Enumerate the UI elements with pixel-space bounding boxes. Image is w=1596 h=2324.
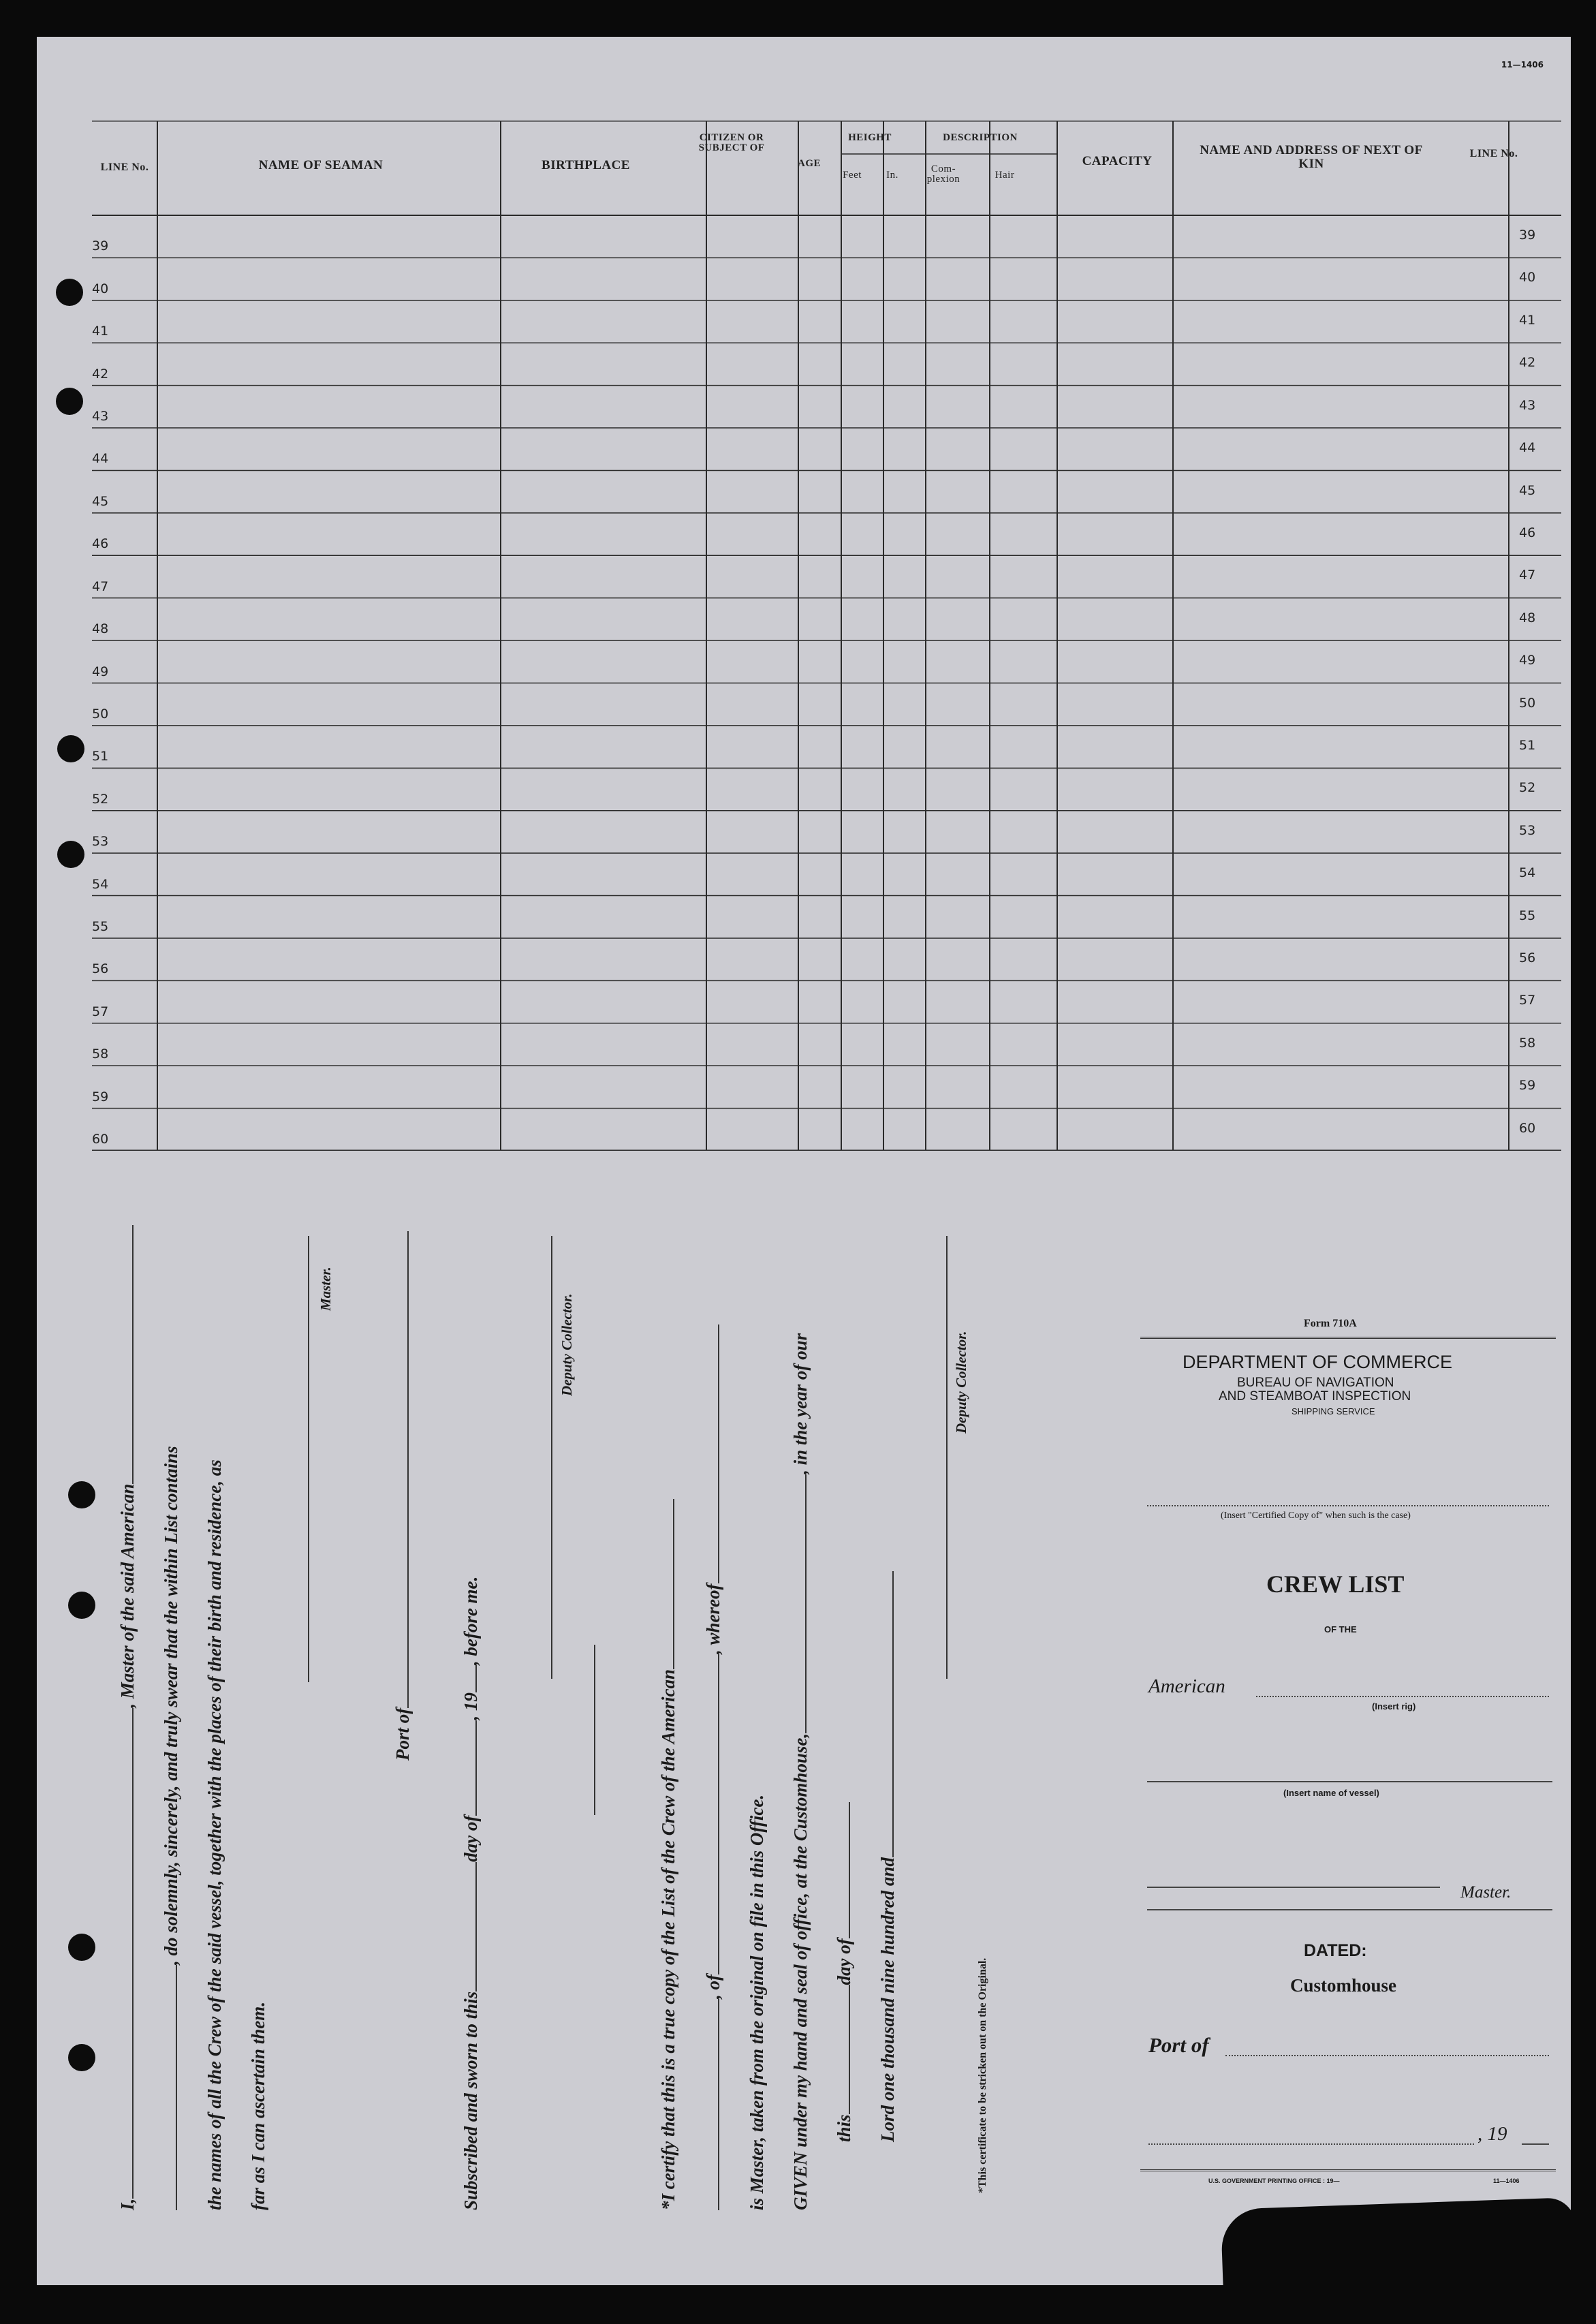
dated-label: DATED: (1304, 1941, 1367, 1960)
header-height: HEIGHT (848, 132, 892, 143)
cert-month-blank[interactable] (849, 1802, 850, 1938)
port-blank[interactable] (407, 1231, 409, 1708)
department-title: DEPARTMENT OF COMMERCE (1183, 1352, 1453, 1372)
form-number-top: 11—1406 (1501, 60, 1544, 69)
oath-line-3: the names of all the Crew of the said vessel, together with the places of their birth and residence, as (204, 1459, 225, 2210)
cert-day-blank[interactable] (849, 1985, 850, 2114)
row-number-right: 47 (1519, 568, 1536, 583)
row-number-right: 54 (1519, 865, 1536, 881)
cert-year-blank[interactable] (892, 1571, 894, 1857)
header-hair: Hair (995, 170, 1015, 181)
punch-hole (56, 388, 83, 415)
cover-date-blank[interactable] (1148, 2143, 1474, 2145)
row-number-right: 49 (1519, 653, 1536, 668)
insert-rig-label: (Insert rig) (1372, 1701, 1416, 1711)
row-number-left: 41 (92, 324, 109, 339)
row-number-right: 58 (1519, 1035, 1536, 1051)
certified-copy-blank[interactable] (1147, 1505, 1549, 1506)
port-of-line: Port of (392, 1231, 413, 1761)
row-number-left: 47 (92, 578, 109, 594)
cover-bottom-rule (1140, 2169, 1556, 2171)
row-number-right: 48 (1519, 610, 1536, 625)
punch-hole (56, 279, 83, 306)
row-number-left: 54 (92, 876, 109, 892)
table-grid (92, 121, 1561, 1151)
deputy-signature-line-1[interactable] (551, 1236, 552, 1679)
row-number-right: 41 (1519, 312, 1536, 328)
document-page (37, 37, 1571, 2285)
insert-vessel-label: (Insert name of vessel) (1283, 1788, 1379, 1798)
cert-customhouse-blank[interactable] (805, 1474, 807, 1733)
cover-year-label: , 19 (1477, 2123, 1507, 2145)
row-number-left: 55 (92, 918, 109, 934)
row-number-left: 59 (92, 1089, 109, 1104)
header-citizen: CITIZEN OR SUBJECT OF (698, 132, 765, 153)
header-description: DESCRIPTION (943, 132, 1018, 143)
service-label: SHIPPING SERVICE (1292, 1406, 1375, 1416)
row-number-left: 52 (92, 791, 109, 807)
certificate-line-2: , of, whereof (703, 1325, 724, 2211)
subscribed-line: Subscribed and sworn to thisday of, 19, before me. (460, 1576, 481, 2210)
row-number-left: 40 (92, 281, 109, 296)
header-complexion: Com- plexion (926, 164, 960, 185)
row-number-right: 39 (1519, 228, 1536, 243)
row-number-left: 46 (92, 536, 109, 552)
punch-hole (57, 735, 84, 762)
certificate-footnote: *This certificate to be stricken out on the Original. (977, 1957, 988, 2193)
rig-blank[interactable] (1256, 1696, 1549, 1697)
row-number-left: 45 (92, 493, 109, 509)
master-signature-line[interactable] (308, 1236, 309, 1682)
master-label: Master. (317, 1267, 334, 1311)
row-number-left: 56 (92, 961, 109, 977)
certificate-line-5: thisday of (834, 1802, 855, 2210)
row-number-left: 49 (92, 664, 109, 679)
row-number-left: 48 (92, 621, 109, 637)
row-number-right: 43 (1519, 397, 1536, 413)
master-blank[interactable] (1147, 1887, 1440, 1888)
header-feet: Feet (843, 170, 862, 181)
punch-hole (68, 1934, 95, 1961)
crew-table (92, 121, 1561, 1151)
oath-line-2: , do solemnly, sincerely, and truly swear that the within List contains (161, 1446, 182, 2210)
certificate-line-3: is Master, taken from the original on file in this Office. (747, 1794, 767, 2210)
cert-port-blank[interactable] (718, 1654, 719, 1974)
oath-line-4: far as I can ascertain them. (248, 2001, 268, 2210)
row-number-right: 51 (1519, 737, 1536, 753)
master-underline (1147, 1909, 1552, 1910)
of-the-label: OF THE (1324, 1624, 1357, 1634)
row-number-right: 52 (1519, 780, 1536, 796)
row-number-right: 45 (1519, 482, 1536, 498)
header-birthplace: BIRTHPLACE (542, 158, 630, 172)
crew-list-title: CREW LIST (1266, 1570, 1405, 1598)
sworn-year-blank[interactable] (475, 1665, 477, 1692)
vessel-name-blank[interactable] (1147, 1781, 1552, 1782)
row-number-left: 50 (92, 706, 109, 722)
row-number-left: 60 (92, 1132, 109, 1147)
torn-edge (1221, 2197, 1571, 2285)
header-name-of-seaman: NAME OF SEAMAN (258, 158, 384, 172)
cert-rig-blank[interactable] (718, 1999, 719, 2210)
form-label: Form 710A (1304, 1318, 1357, 1329)
sworn-day-blank[interactable] (475, 1862, 477, 1992)
row-number-left: 51 (92, 749, 109, 764)
row-number-right: 59 (1519, 1078, 1536, 1094)
cover-port-blank[interactable] (1225, 2055, 1549, 2056)
punch-hole (57, 841, 84, 868)
cover-year-blank[interactable] (1522, 2143, 1549, 2145)
printer-number: 11—1406 (1493, 2178, 1520, 2184)
punch-hole (68, 2044, 95, 2071)
certificate-line-4: GIVEN under my hand and seal of office, at the Customhouse,, in the year of our (790, 1333, 811, 2210)
row-number-right: 46 (1519, 525, 1536, 540)
divider-short (594, 1645, 595, 1815)
header-inches: In. (886, 170, 898, 181)
oath-line-1: I,, Master of the said American (117, 1225, 138, 2210)
header-capacity: CAPACITY (1082, 154, 1153, 168)
cover-top-rule (1140, 1337, 1556, 1339)
row-number-right: 57 (1519, 993, 1536, 1008)
cover-master-label: Master. (1460, 1883, 1512, 1902)
vessel-blank-2[interactable] (176, 1965, 177, 2210)
punch-hole (68, 1592, 95, 1619)
row-number-right: 50 (1519, 695, 1536, 711)
certificate-line-1: *I certify that this is a true copy of the List of the Crew of the American (658, 1499, 679, 2210)
header-line-no: LINE No. (100, 161, 149, 173)
customhouse-label: Customhouse (1290, 1975, 1397, 1996)
row-number-right: 53 (1519, 822, 1536, 838)
american-label: American (1148, 1675, 1225, 1697)
row-number-left: 57 (92, 1004, 109, 1019)
sworn-month-blank[interactable] (475, 1720, 477, 1816)
deputy-collector-label-2: Deputy Collector. (953, 1331, 969, 1434)
punch-hole (68, 1481, 95, 1508)
cert-master-blank[interactable] (718, 1325, 719, 1584)
cert-vessel-blank[interactable] (673, 1499, 674, 1669)
row-number-right: 42 (1519, 355, 1536, 371)
row-number-left: 43 (92, 409, 109, 424)
bureau-line-2: AND STEAMBOAT INSPECTION (1219, 1389, 1411, 1404)
row-number-left: 39 (92, 238, 109, 254)
row-number-right: 40 (1519, 270, 1536, 285)
vessel-blank-1[interactable] (132, 1225, 134, 1484)
header-age: AGE (797, 158, 821, 169)
header-next-of-kin: NAME AND ADDRESS OF NEXT OF KIN (1200, 143, 1423, 171)
printer-imprint: U.S. GOVERNMENT PRINTING OFFICE : 19— (1208, 2178, 1340, 2184)
certificate-line-6: Lord one thousand nine hundred and (877, 1571, 898, 2210)
row-number-right: 44 (1519, 440, 1536, 456)
row-number-left: 44 (92, 451, 109, 467)
header-line-no-right: LINE No. (1469, 148, 1518, 159)
row-number-left: 53 (92, 834, 109, 850)
row-number-right: 55 (1519, 908, 1536, 923)
deputy-collector-label-1: Deputy Collector. (559, 1293, 575, 1396)
row-number-left: 58 (92, 1047, 109, 1062)
row-number-right: 56 (1519, 950, 1536, 966)
bureau-line-1: BUREAU OF NAVIGATION (1237, 1376, 1394, 1390)
row-number-left: 42 (92, 366, 109, 382)
deputy-signature-line-2[interactable] (946, 1236, 948, 1679)
master-name-blank[interactable] (132, 1708, 134, 2199)
certified-copy-note: (Insert "Certified Copy of" when such is the case) (1221, 1510, 1411, 1521)
row-number-right: 60 (1519, 1120, 1536, 1136)
port-of-label: Port of (1148, 2033, 1209, 2057)
